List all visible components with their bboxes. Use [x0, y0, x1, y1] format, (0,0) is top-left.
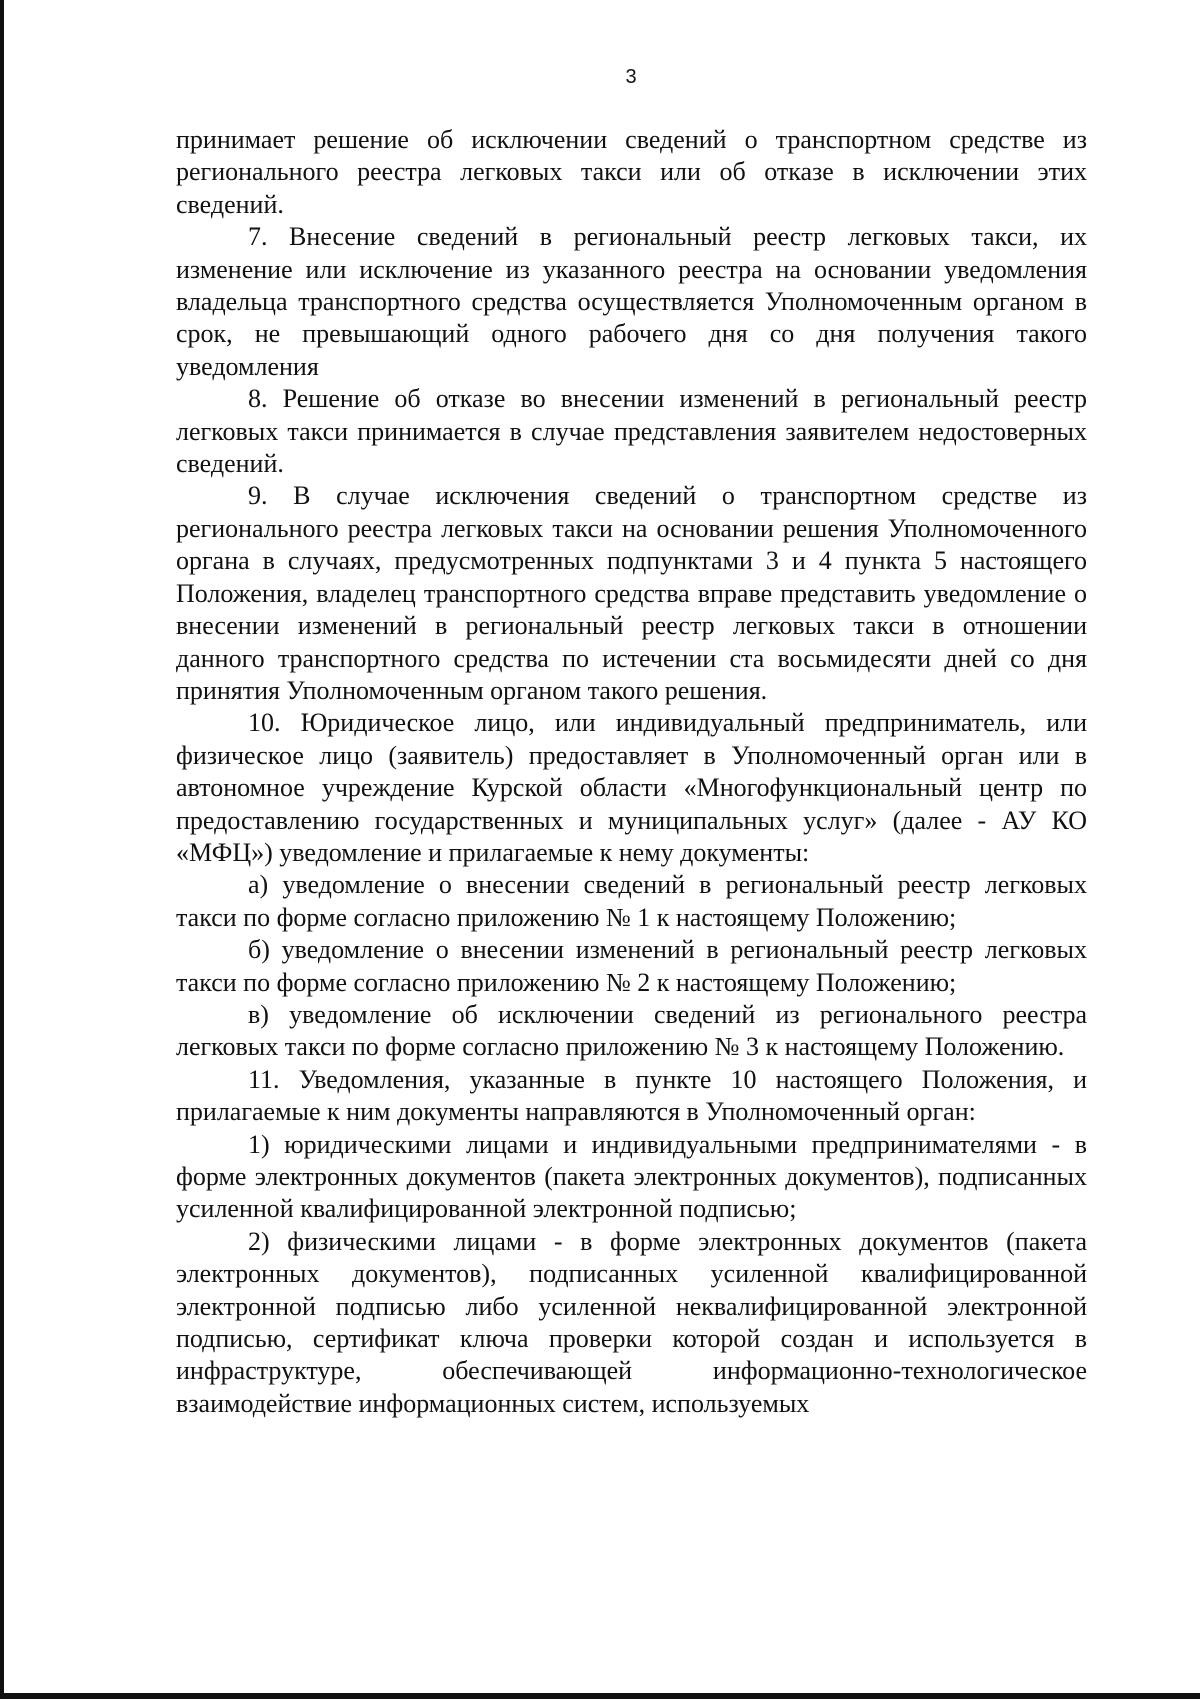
paragraph-11-1: 1) юридическими лицами и индивидуальными предпринимателями - в форме электронных документов (пакета электронных документов), подписанных усиленной квалифицированной электронной подписью; — [176, 1129, 1087, 1224]
scan-edge-left — [0, 0, 4, 1699]
scan-edge-bottom — [0, 1693, 1200, 1699]
paragraph-8: 8. Решение об отказе во внесении изменений в региональный реестр легковых такси принимается в случае представления заявителем недостоверных сведений. — [176, 384, 1087, 479]
paragraph-7: 7. Внесение сведений в региональный реестр легковых такси, их изменение или исключение из указанного реестра на основании уведомления владельца транспортного средства осуществляется Уполномоченным органом в срок, не превышающий одного рабочего дня со дня получения такого уведомления — [176, 222, 1087, 381]
paragraph-10-b: б) уведомление о внесении изменений в региональный реестр легковых такси по форме согласно приложению № 2 к настоящему Положению; — [176, 935, 1087, 997]
page-number: 3 — [625, 66, 637, 88]
paragraph-10-a: а) уведомление о внесении сведений в региональный реестр легковых такси по форме согласно приложению № 1 к настоящему Положению; — [176, 870, 1087, 932]
paragraph-9: 9. В случае исключения сведений о транспортном средстве из регионального реестра легковых такси на основании решения Уполномоченного органа в случаях, предусмотренных подпунктами 3 и 4 пункта 5 настоящего Положения, владелец транспортного средства вправе представить уведомление о внесении изменений в региональный реестр легковых такси в отношении данного транспортного средства по истечении ста восьмидесяти дней со дня принятия Уполномоченным органом такого решения. — [176, 481, 1087, 705]
paragraph-10: 10. Юридическое лицо, или индивидуальный предприниматель, или физическое лицо (заявитель) предоставляет в Уполномоченный орган или в автономное учреждение Курской области «Многофункциональный центр по предоставлению государственных и муниципальных услуг» (далее - АУ КО «МФЦ») уведомление и прилагаемые к нему документы: — [176, 708, 1087, 867]
paragraph-continuation: принимает решение об исключении сведений о транспортном средстве из регионального реестра легковых такси или об отказе в исключении этих сведений. — [176, 125, 1087, 219]
document-body — [176, 124, 1087, 1420]
paragraph-11-2: 2) физическими лицами - в форме электронных документов (пакета электронных документов), подписанных усиленной квалифицированной электронной подписью либо усиленной неквалифицированной электронной подписью, сертификат ключа проверки которой создан и используется в инфраструктуре, обеспечивающей информационно-технологическое взаимодействие информационных систем, используемых — [176, 1226, 1087, 1418]
paragraph-10-v: в) уведомление об исключении сведений из регионального реестра легковых такси по форме согласно приложению № 3 к настоящему Положению. — [176, 999, 1087, 1062]
paragraph-11: 11. Уведомления, указанные в пункте 10 настоящего Положения, и прилагаемые к ним документы направляются в Уполномоченный орган: — [176, 1064, 1087, 1127]
